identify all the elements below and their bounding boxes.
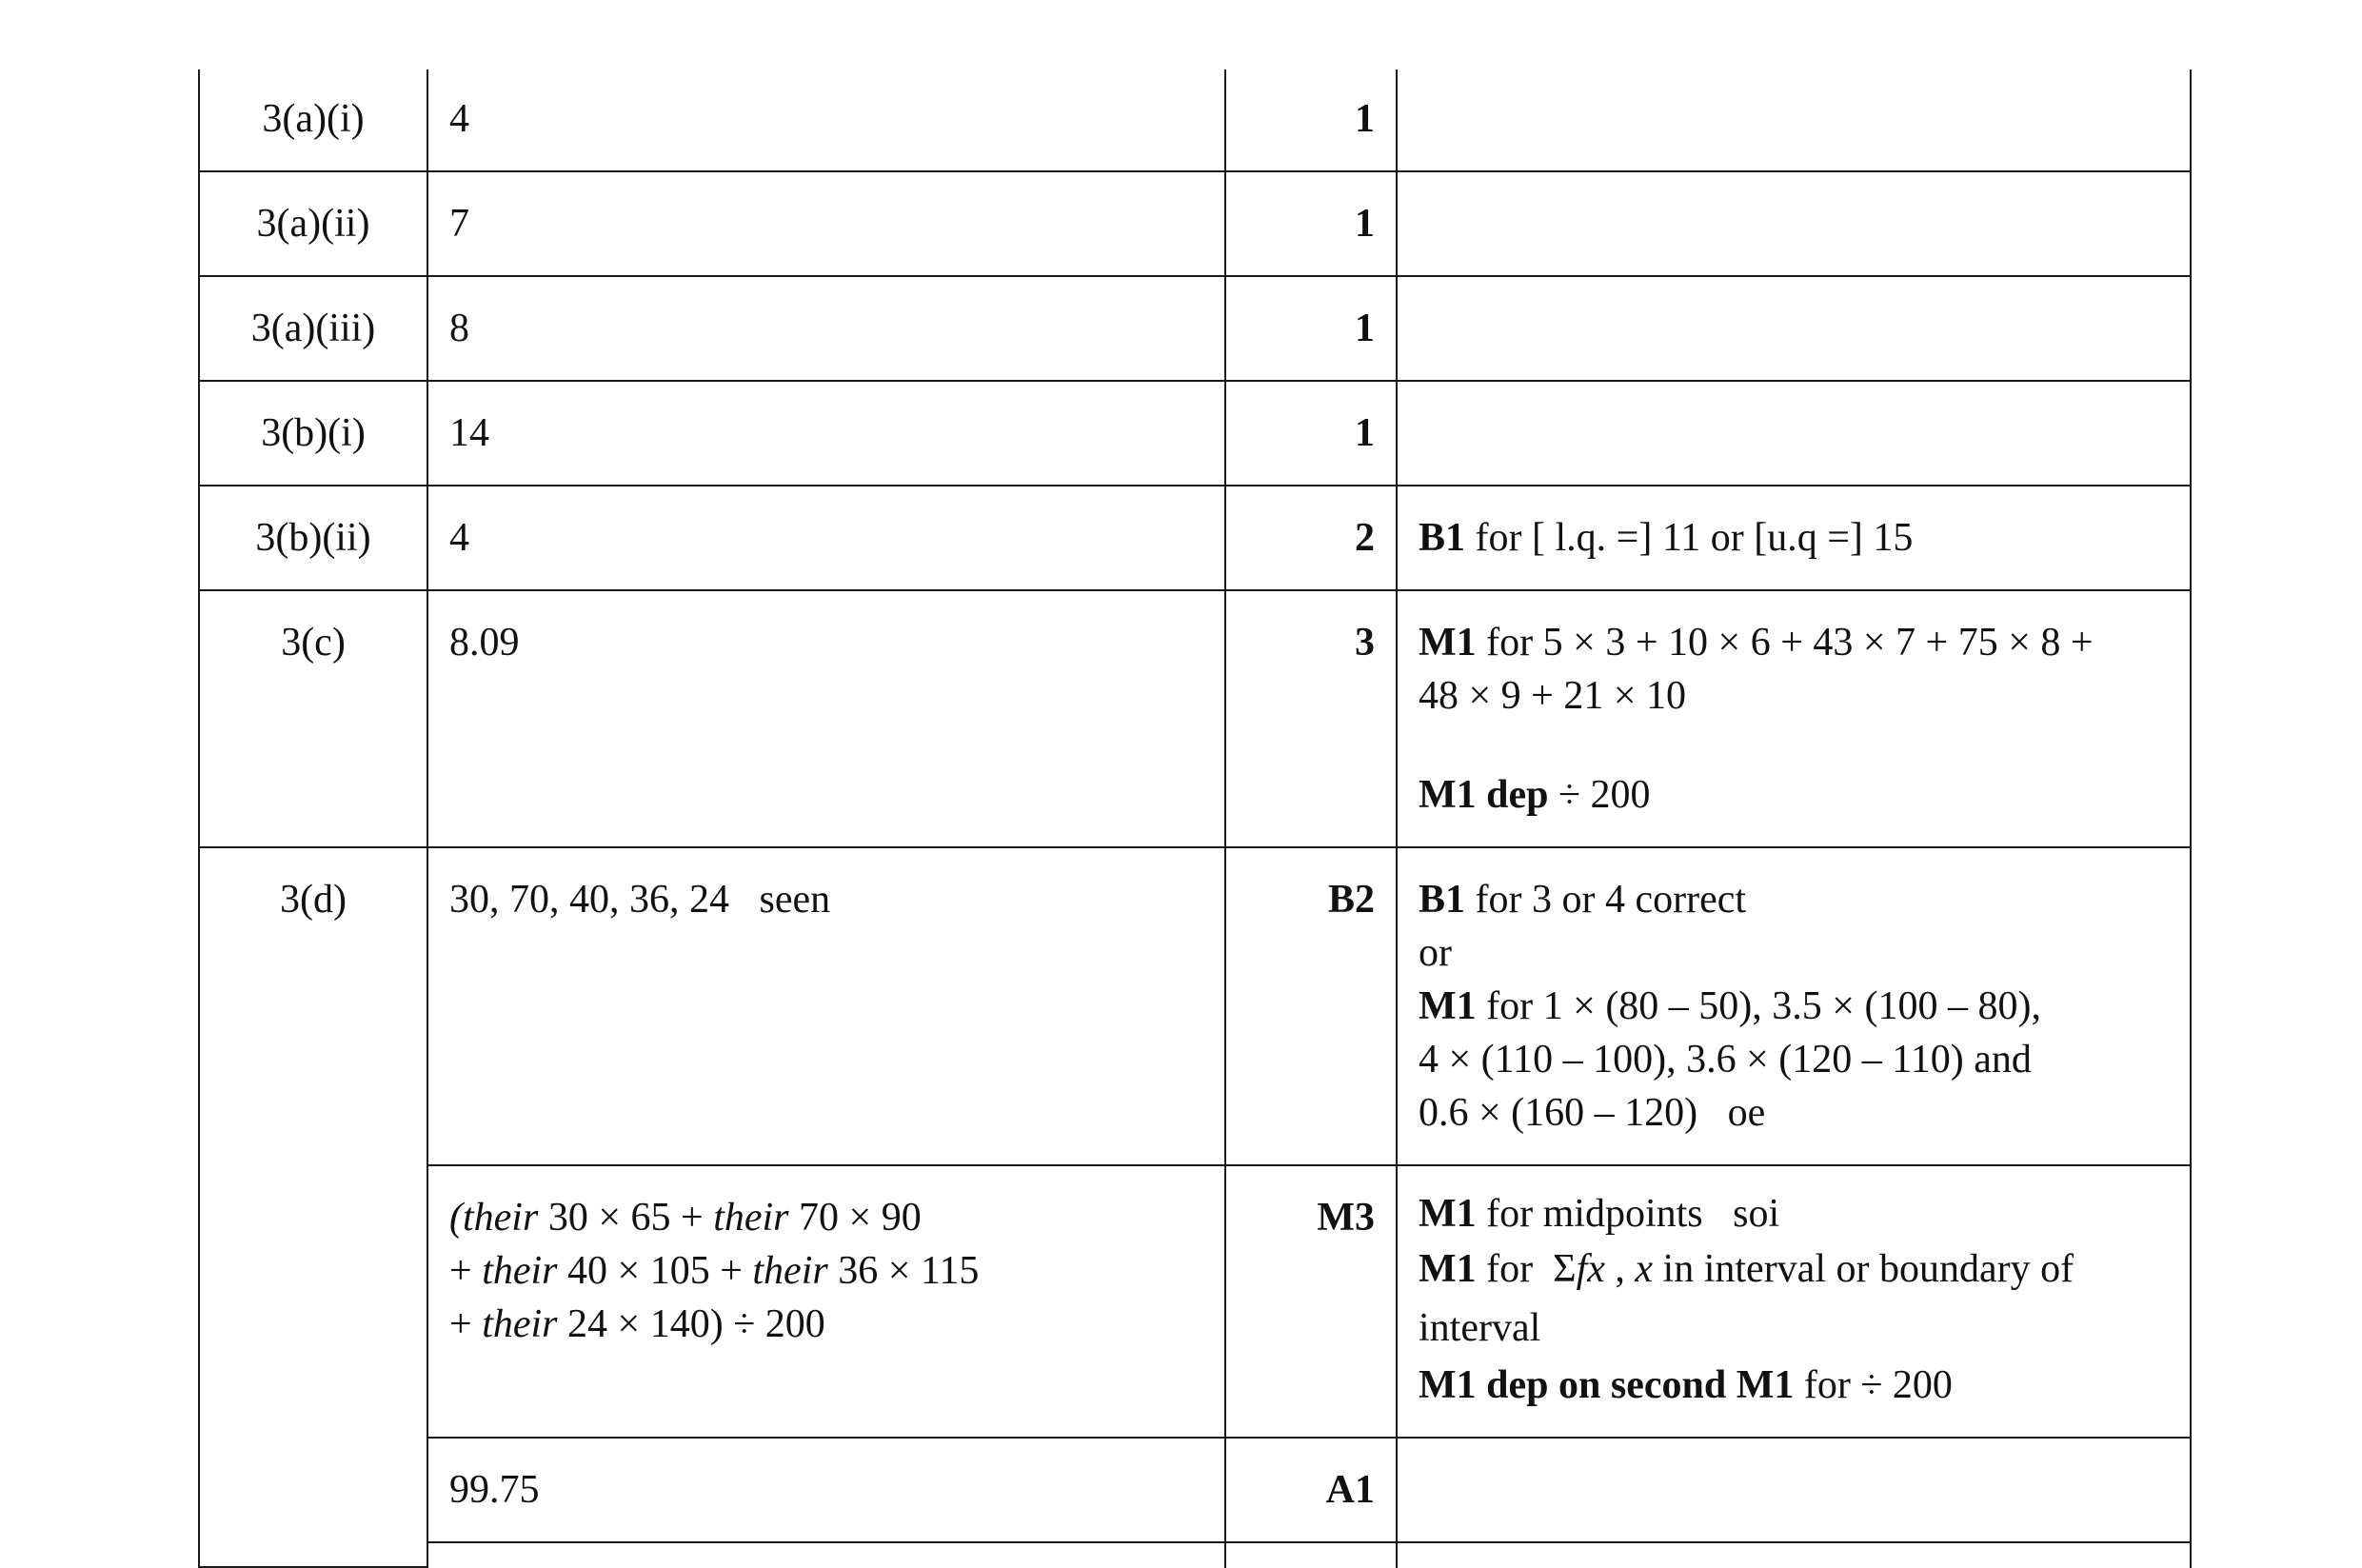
answer-text: 36 × 115 [827, 1249, 980, 1293]
mark-code: M1 dep on second M1 [1419, 1363, 1795, 1407]
answer: 14 [449, 411, 489, 455]
notes-cell [1397, 70, 2191, 171]
answer-cell [427, 847, 1225, 1165]
notes-cell [1397, 276, 2191, 381]
table-row [199, 171, 2191, 276]
answer-cell [427, 171, 1225, 276]
mark-scheme-table [198, 69, 2192, 1568]
note-text: for midpoints soi [1476, 1192, 1780, 1236]
question-part-cell [199, 847, 427, 1567]
answer-text: 40 × 105 + [557, 1249, 753, 1293]
question-part: 3(a)(i) [262, 97, 365, 141]
notes-cell [1397, 590, 2191, 847]
note-text: for [ l.q. =] 11 or [u.q =] 15 [1465, 516, 1914, 560]
answer-text: their [752, 1249, 828, 1293]
mark: 1 [1355, 202, 1375, 246]
answer-text: 30 × 65 + [538, 1196, 714, 1240]
note-text: 48 × 9 + 21 × 10 [1419, 674, 1687, 718]
mark: B2 [1327, 878, 1375, 922]
table-row [199, 1542, 2191, 1567]
mark-code: B1 [1419, 878, 1466, 922]
note-text: for 3 or 4 correct [1465, 878, 1747, 922]
answer-cell [427, 276, 1225, 381]
note-text: for 1 × (80 – 50), 3.5 × (100 – 80), [1476, 984, 2041, 1028]
mark: 1 [1355, 97, 1375, 141]
answer-text: their [482, 1302, 558, 1346]
answer: 4 [449, 97, 469, 141]
note-text: 0.6 × (160 – 120) oe [1419, 1091, 1766, 1135]
mark: A1 [1325, 1468, 1375, 1512]
note-text: x [1635, 1247, 1654, 1291]
table-row [199, 70, 2191, 171]
mark: M3 [1317, 1196, 1375, 1240]
mark-cell [1225, 171, 1397, 276]
notes-cell [1397, 847, 2191, 1165]
mark: 1 [1355, 411, 1375, 455]
answer: 7 [449, 202, 469, 246]
mark-code: M1 dep [1419, 773, 1549, 817]
notes-cell [1397, 1438, 2191, 1542]
note-text: in interval or boundary of [1653, 1247, 2074, 1291]
answer-cell [427, 486, 1225, 590]
question-part-cell [199, 70, 427, 171]
mark-cell [1225, 70, 1397, 171]
mark-code: B1 [1419, 516, 1466, 560]
table-row [199, 276, 2191, 381]
table-row [199, 486, 2191, 590]
mark-cell [1225, 847, 1397, 1165]
answer-cell [427, 381, 1225, 486]
mark: 2 [1355, 516, 1375, 560]
mark-code: M1 [1419, 1192, 1477, 1236]
table-row [199, 1165, 2191, 1438]
question-part: 3(c) [281, 621, 346, 665]
question-part: 3(a)(iii) [250, 307, 376, 350]
mark-cell [1225, 486, 1397, 590]
answer-cell [427, 1438, 1225, 1542]
answer-text: their [713, 1196, 789, 1240]
answer: 30, 70, 40, 36, 24 seen [449, 878, 831, 922]
table-row [199, 847, 2191, 1165]
mark-cell [1225, 590, 1397, 847]
mark-cell [1225, 1542, 1397, 1567]
mark: 1 [1355, 307, 1375, 350]
note-text: fx [1576, 1247, 1605, 1291]
note-text: for 5 × 3 + 10 × 6 + 43 × 7 + 75 × 8 + [1476, 621, 2094, 665]
answer-text: + [449, 1249, 483, 1293]
note-text: ÷ 200 [1548, 773, 1651, 817]
question-part-cell [199, 381, 427, 486]
notes-cell [1397, 1165, 2191, 1438]
mark-code: M1 [1419, 1247, 1477, 1291]
note-text: 4 × (110 – 100), 3.6 × (120 – 110) and [1419, 1038, 2032, 1082]
question-part-cell [199, 276, 427, 381]
answer-cell [427, 590, 1225, 847]
mark-cell [1225, 1438, 1397, 1542]
note-text: for ÷ 200 [1794, 1363, 1953, 1407]
answer: 8 [449, 307, 469, 350]
mark: 3 [1355, 621, 1375, 665]
answer-cell [427, 1542, 1225, 1567]
answer-text: (their [449, 1196, 539, 1240]
table-row [199, 381, 2191, 486]
question-part: 3(b)(i) [261, 411, 366, 455]
question-part: 3(d) [280, 878, 347, 922]
note-text: interval [1419, 1306, 1541, 1350]
notes-cell [1397, 171, 2191, 276]
mark-cell [1225, 276, 1397, 381]
mark-code: M1 [1419, 984, 1477, 1028]
question-part: 3(a)(ii) [256, 202, 370, 246]
question-part-cell [199, 171, 427, 276]
mark-cell [1225, 1165, 1397, 1438]
answer-text: 70 × 90 [788, 1196, 922, 1240]
table-row [199, 1438, 2191, 1542]
question-part-cell [199, 590, 427, 847]
question-part: 3(b)(ii) [255, 516, 371, 560]
note-text: or [1419, 931, 1452, 975]
note-text: for Σ [1476, 1247, 1577, 1291]
answer-text: 24 × 140) ÷ 200 [557, 1302, 825, 1346]
notes-cell [1397, 1542, 2191, 1567]
answer-cell [427, 1165, 1225, 1438]
answer: 4 [449, 516, 469, 560]
table-row [199, 590, 2191, 847]
question-part-cell [199, 486, 427, 590]
answer-cell [427, 70, 1225, 171]
notes-cell [1397, 486, 2191, 590]
notes-cell [1397, 381, 2191, 486]
mark-cell [1225, 381, 1397, 486]
answer: 8.09 [449, 621, 520, 665]
answer: 99.75 [449, 1468, 540, 1512]
mark-code: M1 [1419, 621, 1477, 665]
answer-text: + [449, 1302, 483, 1346]
note-text: , [1604, 1247, 1636, 1291]
answer-text: their [482, 1249, 558, 1293]
